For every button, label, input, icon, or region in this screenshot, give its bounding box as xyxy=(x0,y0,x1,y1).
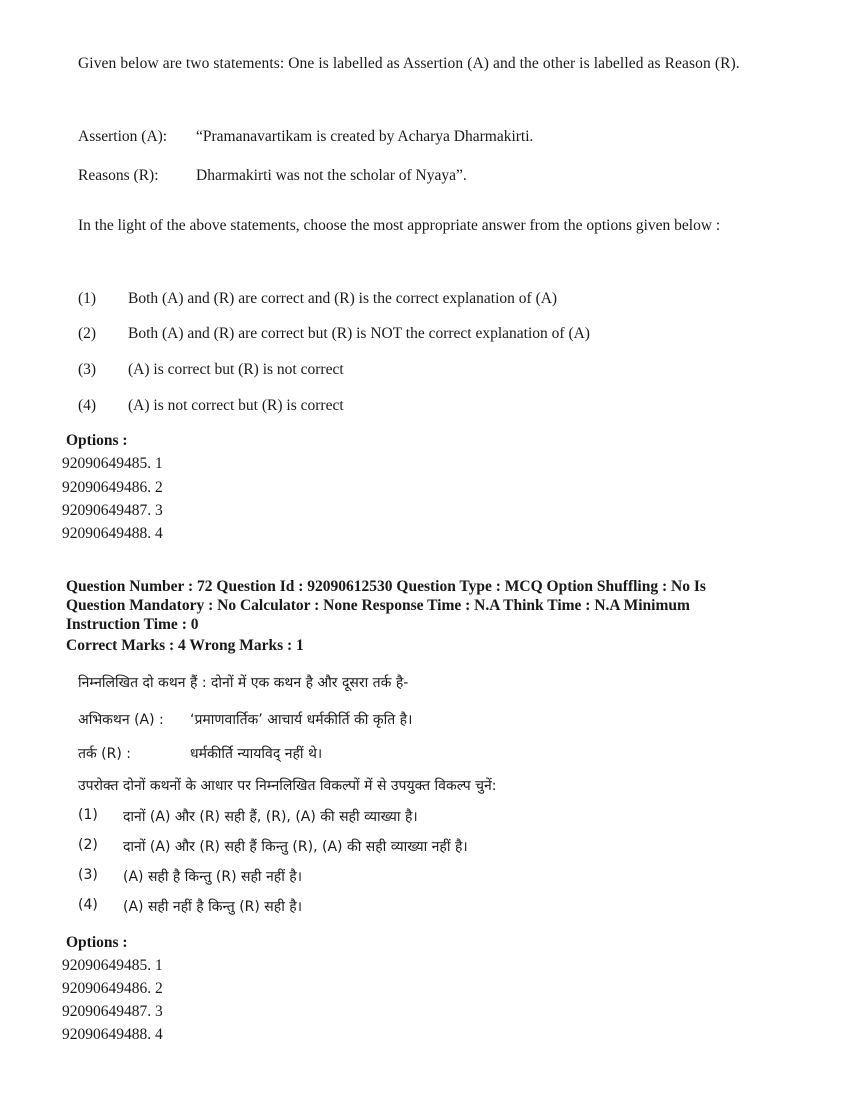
option-text: Both (A) and (R) are correct but (R) is NOT the correct explanation of (A) xyxy=(128,325,590,342)
marks-info: Correct Marks : 4 Wrong Marks : 1 xyxy=(66,637,304,654)
option-text: (A) is correct but (R) is not correct xyxy=(128,361,344,378)
option-id-4: 92090649488. 4 xyxy=(62,525,163,542)
option-number: (2) xyxy=(78,325,97,342)
assertion-text: “Pramanavartikam is created by Acharya Dharmakirti. xyxy=(196,128,534,145)
question-intro-english: Given below are two statements: One is labelled as Assertion (A) and the other is labelled as Reason (R). xyxy=(78,55,740,72)
option-text: (A) सही नहीं है किन्तु (R) सही है। xyxy=(123,899,303,915)
reason-text-hindi: धर्मकीर्ति न्यायविद् नहीं थे। xyxy=(190,746,323,762)
assertion-label-hindi: अभिकथन (A) : xyxy=(78,712,164,728)
reason-label-hindi: तर्क (R) : xyxy=(78,746,132,762)
option-id-1: 92090649485. 1 xyxy=(62,957,163,974)
option-number: (2) xyxy=(78,837,98,853)
option-id-3: 92090649487. 3 xyxy=(62,1003,163,1020)
option-id-2: 92090649486. 2 xyxy=(62,479,163,496)
option-text: दानों (A) और (R) सही हैं, (R), (A) की सही व्याख्या है। xyxy=(123,809,418,825)
instruction-english: In the light of the above statements, choose the most appropriate answer from the options given below : xyxy=(78,217,721,234)
option-id-2: 92090649486. 2 xyxy=(62,980,163,997)
option-text: (A) is not correct but (R) is correct xyxy=(128,397,344,414)
option-text: (A) सही है किन्तु (R) सही नहीं है। xyxy=(123,869,303,885)
options-heading: Options : xyxy=(66,934,128,951)
reason-text: Dharmakirti was not the scholar of Nyaya”. xyxy=(196,167,467,184)
assertion-text-hindi: ‘प्रमाणवार्तिक’ आचार्य धर्मकीर्ति की कृति है। xyxy=(190,712,413,728)
assertion-label: Assertion (A): xyxy=(78,128,168,145)
question-intro-hindi: निम्नलिखित दो कथन हैं : दोनों में एक कथन है और दूसरा तर्क है- xyxy=(78,675,409,691)
option-number: (3) xyxy=(78,867,98,883)
option-number: (4) xyxy=(78,397,97,414)
option-number: (1) xyxy=(78,290,97,307)
option-text: Both (A) and (R) are correct and (R) is the correct explanation of (A) xyxy=(128,290,558,307)
option-id-3: 92090649487. 3 xyxy=(62,502,163,519)
option-number: (1) xyxy=(78,807,98,823)
instruction-hindi: उपरोक्त दोनों कथनों के आधार पर निम्नलिखित विकल्पों में से उपयुक्त विकल्प चुनें: xyxy=(78,778,497,794)
option-number: (4) xyxy=(78,897,98,913)
reason-label: Reasons (R): xyxy=(78,167,159,184)
options-heading: Options : xyxy=(66,432,128,449)
option-id-1: 92090649485. 1 xyxy=(62,455,163,472)
option-text: दानों (A) और (R) सही हैं किन्तु (R), (A) की सही व्याख्या नहीं है। xyxy=(123,839,468,855)
question-metadata: Question Number : 72 Question Id : 92090612530 Question Type : MCQ Option Shuffling : No Is Question Mandatory : No Calculator : None Response Time : N.A Think Time : N.A Minimum Instruction Time : 0 xyxy=(66,578,706,633)
option-id-4: 92090649488. 4 xyxy=(62,1026,163,1043)
option-number: (3) xyxy=(78,361,97,378)
